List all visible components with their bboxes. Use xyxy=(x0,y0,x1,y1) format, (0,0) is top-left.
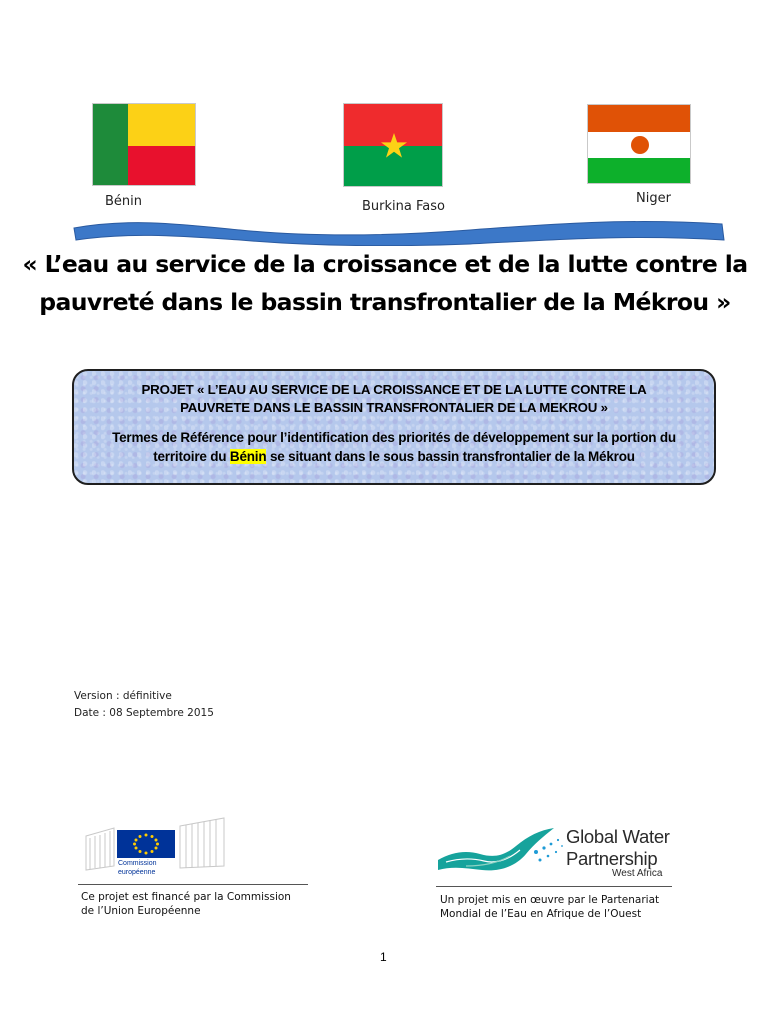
eu-caption-line-2: de l’Union Européenne xyxy=(81,905,201,917)
flag-label-burkina-faso: Burkina Faso xyxy=(362,199,445,214)
page-number: 1 xyxy=(380,950,387,964)
eu-caption-rule xyxy=(78,884,308,885)
gwp-region: West Africa xyxy=(612,868,663,879)
terms-of-reference-line-2 xyxy=(74,449,714,464)
project-title-line-1: PROJET « L’EAU AU SERVICE DE LA CROISSANCE ET DE LA LUTTE CONTRE LA xyxy=(141,382,647,397)
highlighted-benin: Bénin xyxy=(229,449,267,464)
eu-logo-text-2: européenne xyxy=(118,869,156,876)
benin-flag-icon xyxy=(92,103,196,186)
gwp-wave-logo-icon xyxy=(436,822,568,878)
version-text: Version : définitive xyxy=(74,690,172,702)
blue-ribbon-divider xyxy=(70,210,730,246)
eu-commission-logo-icon xyxy=(84,808,244,880)
main-title-line-2: pauvreté dans le bassin transfrontalier de la Mékrou » xyxy=(39,288,731,316)
flag-label-benin: Bénin xyxy=(105,194,143,209)
burkina-faso-flag-icon xyxy=(343,103,443,187)
gwp-caption-rule xyxy=(436,886,672,887)
niger-flag-icon xyxy=(587,104,691,184)
gwp-caption-line-2: Mondial de l’Eau en Afrique de l’Ouest xyxy=(440,908,642,920)
star-icon xyxy=(380,132,408,160)
project-title-box xyxy=(72,369,716,485)
terms-of-reference-line-1: Termes de Référence pour l’identification des priorités de développement sur la portion du xyxy=(112,430,676,445)
flag-label-niger: Niger xyxy=(636,191,671,206)
project-title-line-2: PAUVRETE DANS LE BASSIN TRANSFRONTALIER DE LA MEKROU » xyxy=(180,400,608,415)
eu-caption-line-1: Ce projet est financé par la Commission xyxy=(81,891,291,903)
gwp-name-line-2: Partnership xyxy=(566,848,658,869)
main-title-line-1: « L’eau au service de la croissance et de la lutte contre la xyxy=(22,250,748,278)
date-text: Date : 08 Septembre 2015 xyxy=(74,707,214,719)
sun-icon xyxy=(631,136,649,154)
terms-text-before: territoire du xyxy=(153,449,230,464)
terms-text-after: se situant dans le sous bassin transfrontalier de la Mékrou xyxy=(266,449,635,464)
eu-logo-text-1: Commission xyxy=(118,860,157,867)
gwp-caption-line-1: Un projet mis en œuvre par le Partenariat xyxy=(440,894,660,906)
gwp-name-line-1: Global Water xyxy=(566,826,670,847)
